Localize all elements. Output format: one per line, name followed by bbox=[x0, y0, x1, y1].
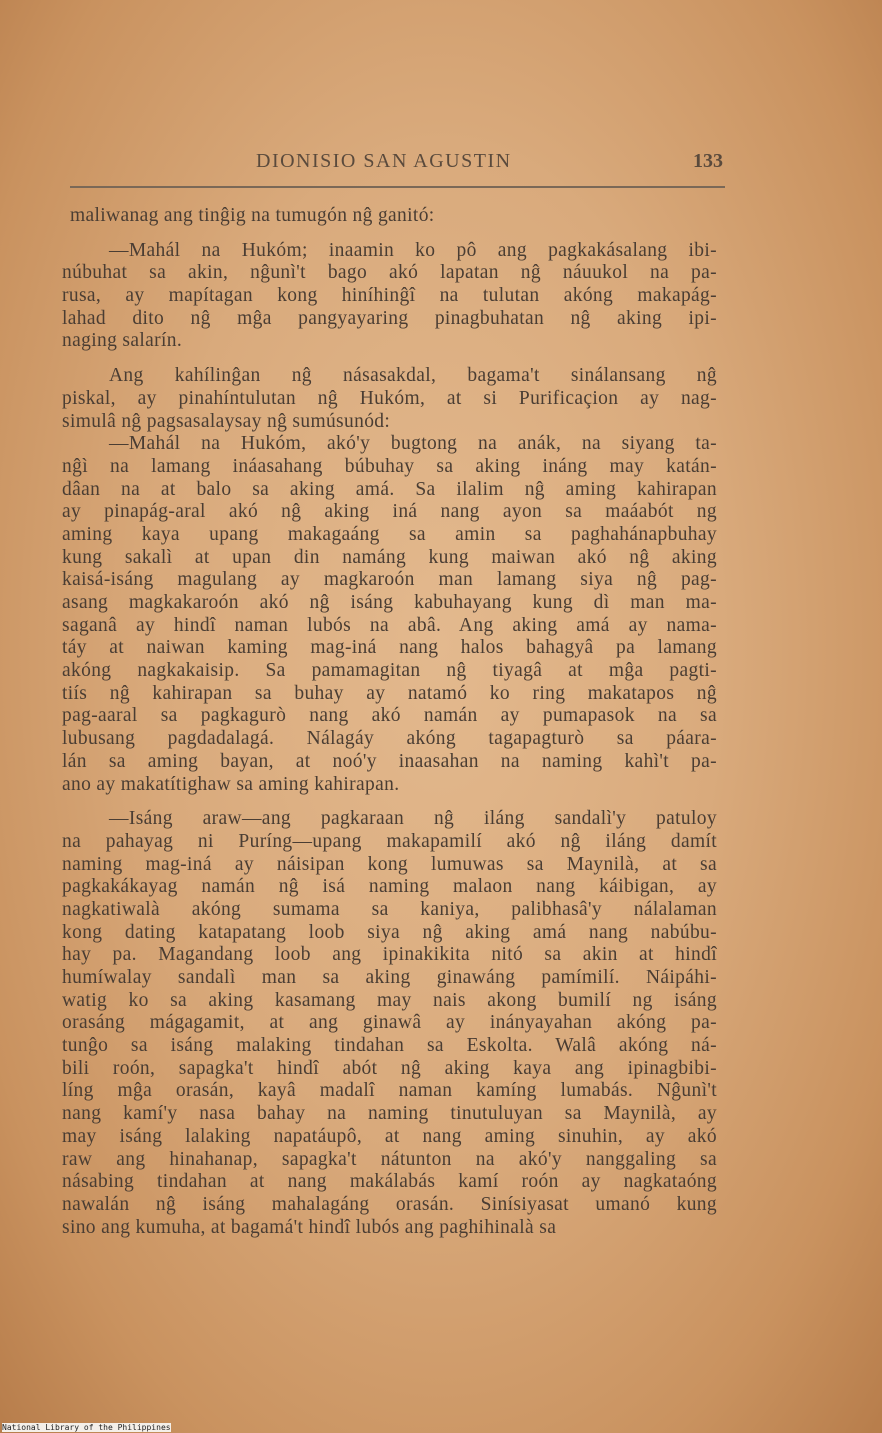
text-line: lubusang pagdadalagá. Nálagáy akóng tagapagturò sa páara- bbox=[62, 728, 717, 750]
text-line: tunĝo sa isáng malaking tindahan sa Eskolta. Walâ akóng ná- bbox=[62, 1035, 717, 1057]
text-line: humíwalay sandalì man sa aking ginawáng pamímilí. Náipáhi- bbox=[62, 967, 717, 988]
text-line: násabing tindahan at nang makálabás kamí roón ay nagkataóng bbox=[62, 1171, 717, 1193]
text-line: na pahayag ni Puríng—upang makapamilí akó nĝ iláng damít bbox=[62, 830, 717, 852]
text-line: orasáng mágagamit, at ang ginawâ ay inányayahan akóng pa- bbox=[62, 1012, 717, 1034]
text-line: hay pa. Magandang loob ang ipinakikita nitó sa akin at hindî bbox=[62, 944, 717, 966]
text-line: naming mag-iná ay náisipan kong lumuwas sa Maynilà, at sa bbox=[62, 853, 717, 875]
text-line: piskal, ay pinahíntulutan nĝ Hukóm, at si Purificaçion ay nag- bbox=[62, 387, 717, 409]
text-line: naging salarín. bbox=[62, 330, 183, 352]
text-line: akóng nagkakaisip. Sa pamamagitan nĝ tiyagâ at mĝa pagti- bbox=[62, 660, 717, 682]
page-number: 133 bbox=[693, 150, 723, 172]
text-line: kong dating katapatang loob siya nĝ aking amá nang nabúbu- bbox=[62, 921, 717, 943]
running-title: DIONISIO SAN AGUSTIN bbox=[256, 150, 512, 172]
text-line: dâan na at balo sa aking amá. Sa ilalim nĝ aming kahirapan bbox=[62, 478, 717, 500]
text-line: lahad dito nĝ mĝa pangyayaring pinagbuhatan nĝ aking ipi- bbox=[62, 307, 717, 329]
paragraph bbox=[62, 808, 717, 1239]
text-line: núbuhat sa akin, nĝunì't bago akó lapatan nĝ náuukol na pa- bbox=[62, 262, 717, 284]
text-line: nagkatiwalà akóng sumama sa kaniya, palibhasâ'y nálalaman bbox=[62, 898, 717, 920]
text-line: kung sakalì at upan din namáng kung maiwan akó nĝ aking bbox=[62, 546, 717, 568]
paragraph bbox=[62, 205, 717, 228]
body-text bbox=[62, 205, 717, 1239]
text-line: nĝì na lamang ináasahang búbuhay sa aking ináng may katán- bbox=[62, 455, 717, 477]
text-line: —Mahál na Hukóm, akó'y bugtong na anák, na siyang ta- bbox=[109, 433, 717, 455]
text-line: táy at naiwan kaming mag-iná nang halos bahagyâ pa lamang bbox=[62, 637, 717, 659]
text-line: nawalán nĝ isáng mahalagáng orasán. Sinísiyasat umanó kung bbox=[62, 1193, 717, 1215]
text-line: asang magkakaroón akó nĝ isáng kabuhayang kung dì man ma- bbox=[62, 592, 717, 613]
text-line: tiís nĝ kahirapan sa buhay ay natamó ko ring makatapos nĝ bbox=[62, 682, 717, 704]
paragraph bbox=[62, 240, 717, 353]
text-line: raw ang hinahanap, sapagka't nátunton na akó'y nanggaling sa bbox=[62, 1148, 717, 1170]
text-line: pag-aaral sa pagkagurò nang akó namán ay pumapasok na sa bbox=[62, 705, 717, 727]
text-line: lán sa aming bayan, at noó'y inaasahan na naming kahì't pa- bbox=[62, 750, 717, 772]
library-watermark: National Library of the Philippines bbox=[2, 1423, 171, 1432]
text-line: ano ay makatítighaw sa aming kahirapan. bbox=[62, 773, 400, 795]
text-line: bili roón, sapagka't hindî abót nĝ aking kaya ang ipinagbibi- bbox=[62, 1057, 717, 1079]
text-line: pagkakákayag namán nĝ isá naming malaon nang káibigan, ay bbox=[62, 876, 717, 898]
text-line: nang kamí'y nasa bahay na naming tinutuluyan sa Maynilà, ay bbox=[62, 1103, 717, 1125]
text-line: may isáng lalaking napatáupô, at nang aming sinuhin, ay akó bbox=[62, 1125, 717, 1147]
text-line: kaisá-isáng magulang ay magkaroón man lamang siya nĝ pag- bbox=[62, 569, 717, 591]
paragraph bbox=[62, 365, 717, 796]
text-line: ay pinapág-aral akó nĝ aking iná nang ayon sa maáabót ng bbox=[62, 501, 717, 523]
running-head bbox=[70, 150, 725, 188]
text-line: aming kaya upang makagaáng sa amin sa paghahánapbuhay bbox=[62, 523, 717, 545]
text-line: líng mĝa orasán, kayâ madalî naman kamíng lumabás. Nĝunì't bbox=[62, 1080, 717, 1102]
text-line: saganâ ay hindî naman lubós na abâ. Ang aking amá ay nama- bbox=[62, 614, 717, 636]
text-line: maliwanag ang tinĝig na tumugón nĝ ganitó: bbox=[70, 205, 435, 226]
text-line: —Isáng araw—ang pagkaraan nĝ iláng sandalì'y patuloy bbox=[109, 808, 717, 830]
text-line: Ang kahílinĝan nĝ násasakdal, bagama't sinálansang nĝ bbox=[109, 365, 717, 387]
text-line: —Mahál na Hukóm; inaamin ko pô ang pagkakásalang ibi- bbox=[109, 239, 717, 261]
text-line: rusa, ay mapítagan kong hiníhinĝî na tulutan akóng makapág- bbox=[62, 285, 717, 307]
text-line: watig ko sa aking kasamang may nais akong bumilí ng isáng bbox=[62, 989, 717, 1011]
text-line: simulâ nĝ pagsasalaysay nĝ sumúsunód: bbox=[62, 410, 391, 432]
text-line: sino ang kumuha, at bagamá't hindî lubós ang paghihinalà sa bbox=[62, 1216, 557, 1238]
